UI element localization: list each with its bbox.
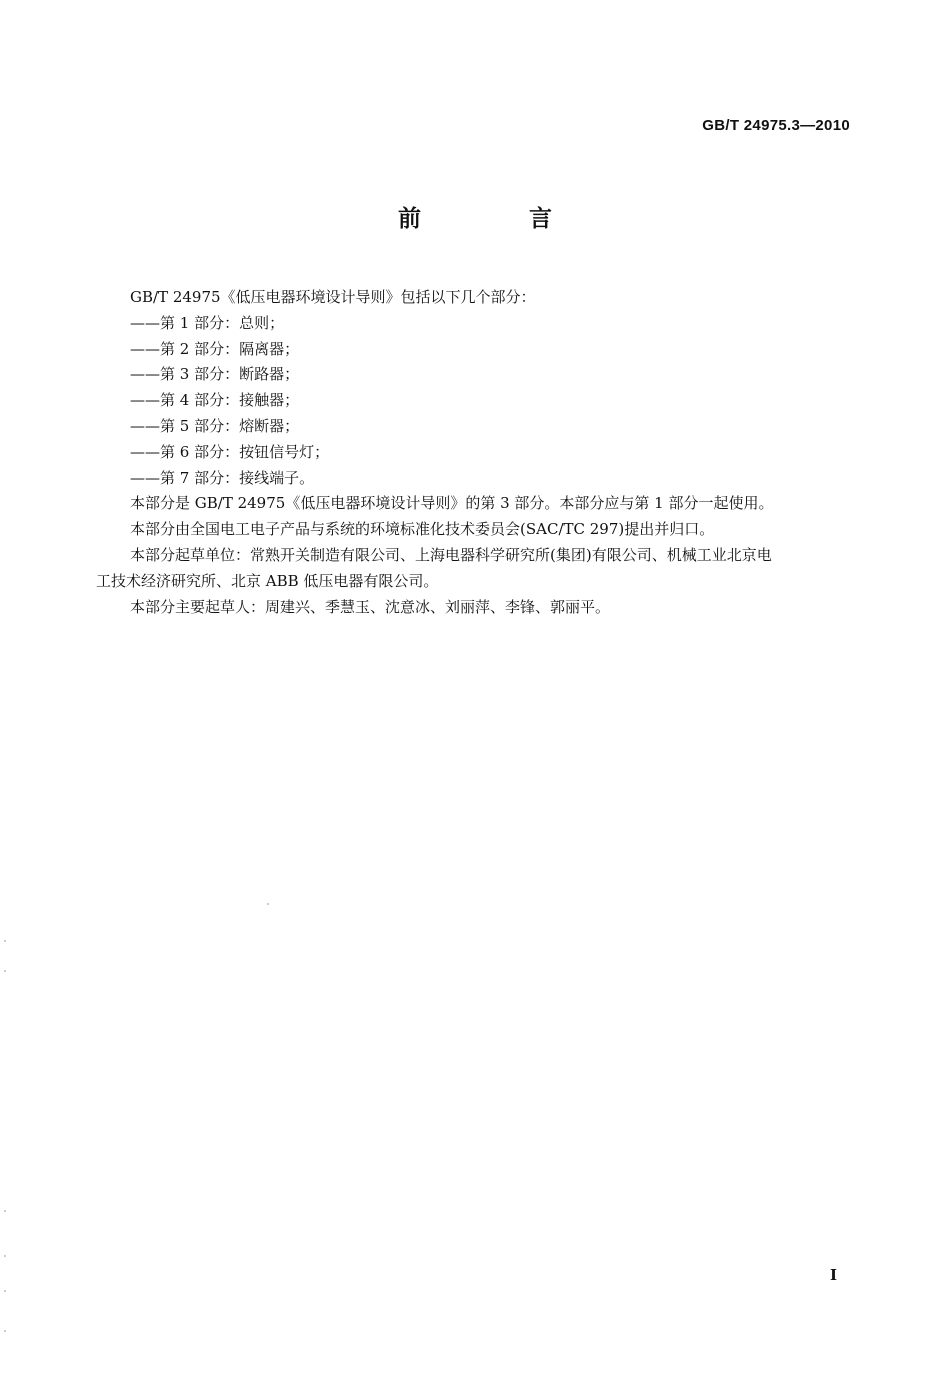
part-list-item: ——第 1 部分：总则； [130,313,285,332]
drafting-units-continuation: 工技术经济研究所、北京 ABB 低压电器有限公司。 [96,571,439,590]
part-list-item: ——第 4 部分：接触器； [130,391,300,410]
part-list-item: ——第 7 部分：接线端子。 [130,468,315,487]
relation-paragraph: 本部分是 GB/T 24975《低压电器环境设计导则》的第 3 部分。本部分应与第 1 部分一起使用。 [130,494,774,513]
part-list-item: ——第 5 部分：熔断器； [130,416,300,435]
part-list-item: ——第 3 部分：断路器； [130,365,300,384]
scan-artifact [4,940,6,942]
document-number: GB/T 24975.3—2010 [702,117,850,134]
proposer-paragraph: 本部分由全国电工电子产品与系统的环境标准化技术委员会(SAC/TC 297)提出并归口。 [130,520,715,539]
page-title: 前 言 [397,206,602,232]
intro-paragraph: GB/T 24975《低压电器环境设计导则》包括以下几个部分： [130,288,536,306]
scan-artifact [4,1210,6,1212]
part-list-item: ——第 6 部分：按钮信号灯； [130,442,330,461]
page-number: I [829,1266,837,1284]
scan-artifact [4,970,6,972]
drafters-paragraph: 本部分主要起草人：周建兴、季慧玉、沈意冰、刘丽萍、李锋、郭丽平。 [130,597,611,616]
drafting-units-paragraph: 本部分起草单位：常熟开关制造有限公司、上海电器科学研究所(集团)有限公司、机械工业北京电 [130,545,772,564]
scan-artifact [4,1330,6,1332]
foreword-body [96,285,856,620]
scan-artifact [4,1255,6,1257]
part-list-item: ——第 2 部分：隔离器； [130,339,300,358]
scan-artifact [267,903,269,905]
scan-artifact [4,1290,6,1292]
